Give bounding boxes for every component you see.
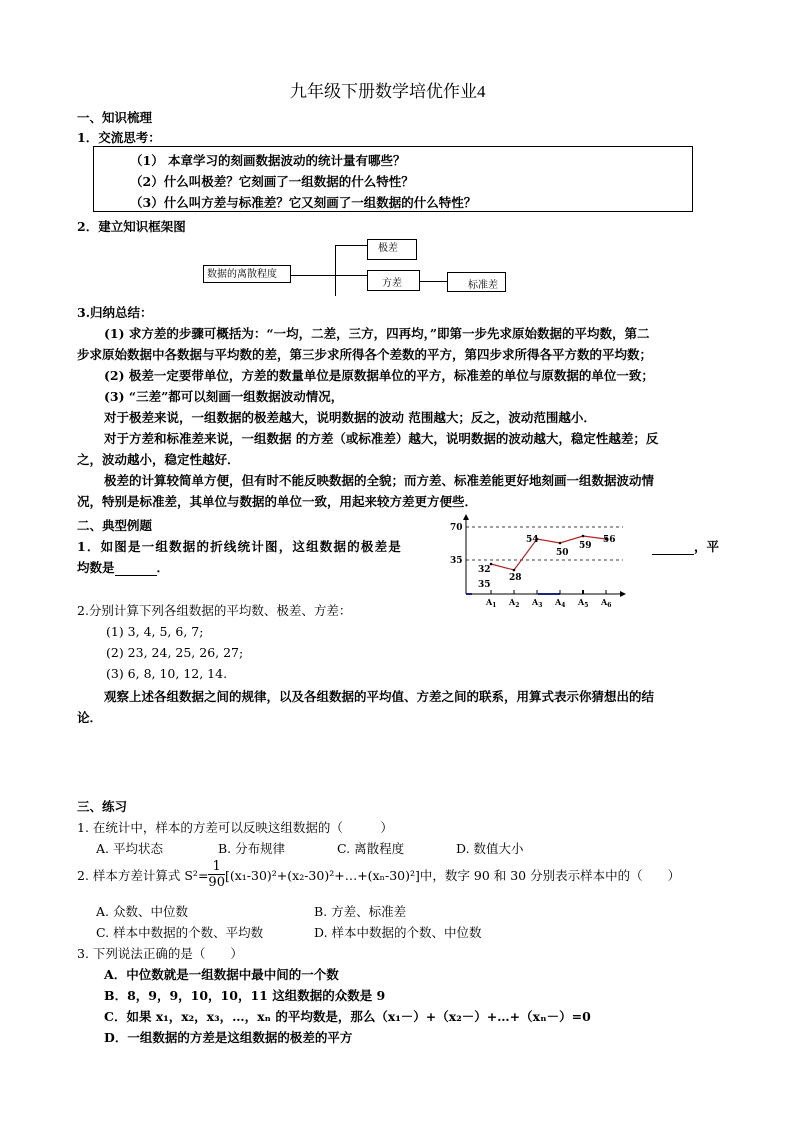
data-set-1: (1) 3, 4, 5, 6, 7;: [106, 624, 204, 639]
svg-text:A2: $A_2$: [509, 597, 520, 609]
question-2-label: 2．建立知识框架图: [77, 219, 186, 234]
point-label: 59: [579, 541, 592, 551]
practice-3-option-c[interactable]: C．如果 x₁，x₂，x₃，…，xₙ 的平均数是，那么（x₁－）+（x₂－）+…+（xₙ－）=0: [104, 1009, 591, 1024]
connector-line: [291, 275, 367, 276]
fraction-denominator: 90: [208, 875, 225, 890]
practice-2-question: [77, 859, 680, 890]
extra-label: 35: [478, 580, 491, 590]
fraction: [208, 859, 225, 890]
text: ，平: [694, 539, 720, 554]
discussion-item-3: （3）什么叫方差与标准差？它又刻画了一组数据的什么特性？: [130, 195, 477, 210]
point-label: 32: [478, 565, 491, 575]
observation-text-2: 论．: [77, 710, 103, 725]
svg-text:35: 35: [450, 556, 463, 566]
page-title: 九年级下册数学培优作业4: [290, 82, 486, 101]
answer-blank[interactable]: [652, 541, 694, 555]
practice-2-option-a[interactable]: A. 众数、中位数: [96, 904, 188, 919]
practice-1-question: 1. 在统计中，样本的方差可以反映这组数据的（ ）: [77, 820, 393, 835]
svg-text:A4: $A_4$: [555, 597, 566, 609]
example-2-text: 2.分别计算下列各组数据的平均数、极差、方差：: [77, 603, 352, 618]
summary-line: 况，特别是标准差，其单位与数据的单位一致，用起来较方差更方便些．: [77, 494, 478, 509]
connector-line: [335, 245, 367, 246]
fraction-numerator: 1: [208, 859, 225, 875]
framework-branch-variance: 方差: [367, 270, 420, 291]
text: 均数是: [77, 560, 115, 575]
line-chart: [448, 512, 628, 612]
summary-line: (1) 求方差的步骤可概括为：“一均，二差，三方，四再均，”即第一步先求原始数据的平均数，第二: [104, 326, 650, 341]
svg-text:A3: $A_3$: [532, 597, 543, 609]
svg-text:A5: $A_5$: [578, 597, 589, 609]
question-3-label: 3.归纳总结：: [77, 305, 153, 320]
section-heading-1: 一、知识梳理: [77, 110, 153, 125]
practice-2-option-c[interactable]: C. 样本中数据的个数、平均数: [96, 925, 264, 940]
point-label: 50: [556, 548, 569, 558]
practice-3-option-b[interactable]: B．8，9，9，10，10，11 这组数据的众数是 9: [104, 988, 386, 1003]
practice-3-option-a[interactable]: A．中位数就是一组数据中最中间的一个数: [104, 967, 339, 982]
summary-line: 之，波动越小，稳定性越好．: [77, 452, 240, 467]
example-1-text: 1．如图是一组数据的折线统计图，这组数据的极差是: [77, 539, 402, 554]
practice-1-option-a[interactable]: A. 平均状态: [96, 841, 163, 856]
practice-3-option-d[interactable]: D．一组数据的方差是这组数据的极差的平方: [104, 1030, 353, 1045]
data-set-3: (3) 6, 8, 10, 12, 14.: [106, 666, 228, 681]
practice-1-option-b[interactable]: B. 分布规律: [218, 841, 286, 856]
summary-line: 步求原始数据中各数据与平均数的差，第三步求所得各个差数的平方，第四步求所得各平方数的平均数；: [77, 347, 653, 362]
practice-2-option-d[interactable]: D. 样本中数据的个数、中位数: [314, 925, 482, 940]
text: [(x₁-30)²+(x₂-30)²+…+(xₙ-30)²]中，数字 90 和 30 分别表示样本中的（ ）: [224, 867, 681, 883]
discussion-item-1: （1） 本章学习的刻画数据波动的统计量有哪些？: [130, 153, 406, 168]
text: 2. 样本方差计算式 S²=: [77, 867, 209, 883]
data-set-2: (2) 23, 24, 25, 26, 27;: [106, 645, 244, 660]
practice-2-option-b[interactable]: B. 方差、标准差: [314, 904, 407, 919]
summary-line: 极差的计算较简单方便，但有时不能反映数据的全貌；而方差、标准差能更好地刻画一组数据波动情: [104, 473, 655, 488]
framework-branch-range: 极差: [367, 239, 417, 260]
practice-1-option-c[interactable]: C. 离散程度: [337, 841, 405, 856]
question-1-label: 1．交流思考：: [77, 130, 161, 145]
summary-line: 对于极差来说，一组数据的极差越大，说明数据的波动 范围越大；反之，波动范围越小．: [104, 410, 596, 425]
framework-root: 数据的离散程度: [203, 265, 291, 283]
example-1-text-2: [77, 558, 169, 576]
framework-std-dev: 标准差: [447, 272, 506, 292]
example-1-answer-range: [652, 537, 719, 555]
svg-text:A1: $A_1$: [486, 597, 497, 609]
practice-1-option-d[interactable]: D. 数值大小: [456, 841, 524, 856]
discussion-item-2: （2）什么叫极差？它刻画了一组数据的什么特性？: [130, 174, 414, 189]
section-heading-3: 三、练习: [77, 799, 128, 814]
summary-line: (2) 极差一定要带单位，方差的数量单位是原数据单位的平方，标准差的单位与原数据的单位一致；: [104, 368, 654, 383]
answer-blank[interactable]: [115, 562, 157, 576]
practice-3-question: 3. 下列说法正确的是（ ）: [77, 946, 243, 961]
point-label: 54: [526, 535, 539, 545]
observation-text: 观察上述各组数据之间的规律，以及各组数据的平均值、方差之间的联系，用算式表示你猜想出的结: [104, 689, 655, 704]
text: ．: [156, 560, 170, 575]
summary-line: (3) “三差”都可以刻画一组数据波动情况，: [104, 389, 344, 404]
connector-line: [335, 245, 336, 296]
connector-line: [420, 281, 447, 282]
section-heading-2: 二、典型例题: [77, 518, 153, 533]
point-label: 56: [603, 535, 616, 545]
summary-line: 对于方差和标准差来说，一组数据 的方差（或标准差）越大，说明数据的波动越大，稳定性越差；反: [104, 431, 659, 446]
point-label: 28: [509, 573, 522, 583]
svg-text:A6: $A_6$: [601, 597, 612, 609]
svg-text:70: 70: [450, 523, 463, 533]
